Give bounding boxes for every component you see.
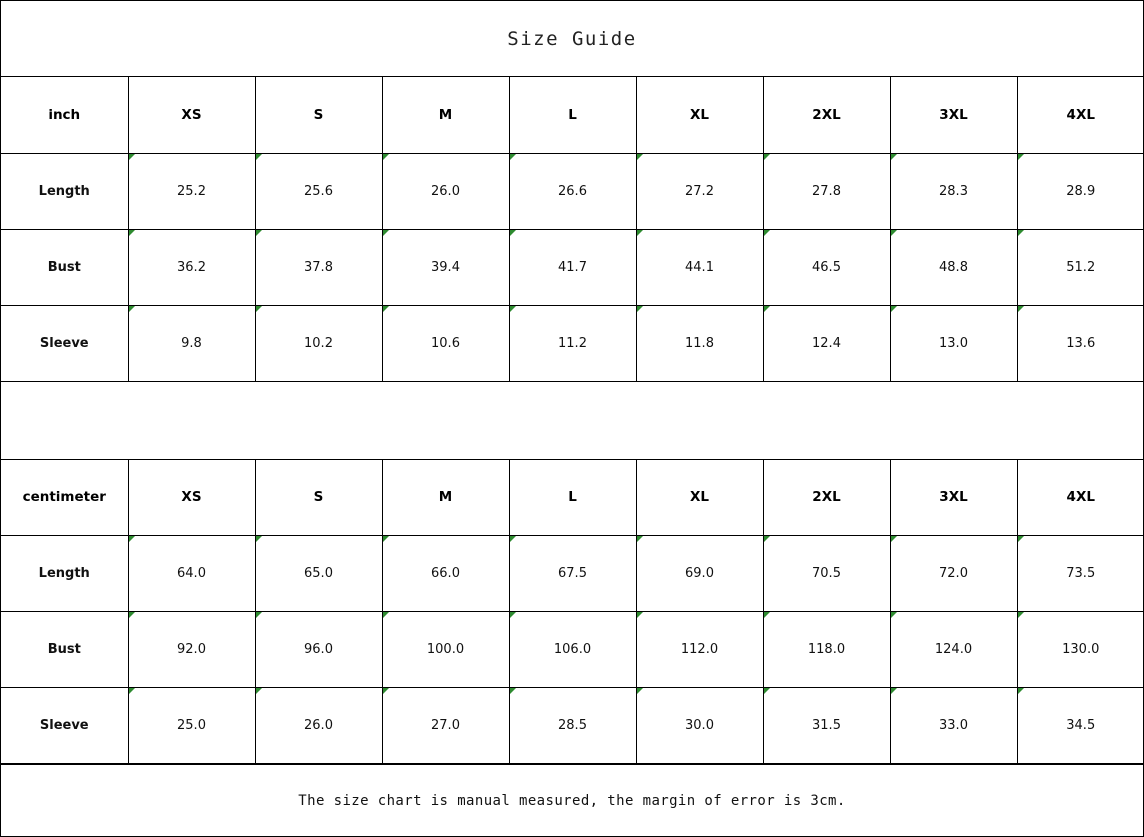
table-cell: 124.0	[890, 612, 1017, 688]
table-cell: 9.8	[128, 305, 255, 381]
row-label: Bust	[1, 612, 128, 688]
table-header-row	[1, 77, 1144, 153]
column-header: S	[255, 460, 382, 536]
row-label: Sleeve	[1, 305, 128, 381]
table-cell: 11.2	[509, 305, 636, 381]
footer-note: The size chart is manual measured, the margin of error is 3cm.	[298, 792, 846, 809]
table-cell: 25.0	[128, 688, 255, 764]
column-header: 2XL	[763, 77, 890, 153]
table-cell: 64.0	[128, 536, 255, 612]
column-header: XL	[636, 77, 763, 153]
table-cell: 100.0	[382, 612, 509, 688]
table-cell: 72.0	[890, 536, 1017, 612]
table-cell: 73.5	[1017, 536, 1144, 612]
table-cell: 10.6	[382, 305, 509, 381]
table-cell: 37.8	[255, 229, 382, 305]
table-cell: 106.0	[509, 612, 636, 688]
table-cell: 30.0	[636, 688, 763, 764]
table-separator	[1, 382, 1143, 460]
column-header: 4XL	[1017, 77, 1144, 153]
table-cell: 33.0	[890, 688, 1017, 764]
column-header: 3XL	[890, 77, 1017, 153]
row-label: Length	[1, 153, 128, 229]
table-cell: 51.2	[1017, 229, 1144, 305]
column-header: XL	[636, 460, 763, 536]
table-cell: 65.0	[255, 536, 382, 612]
table-cell: 28.5	[509, 688, 636, 764]
page-title-bar	[1, 1, 1143, 77]
table-cell: 27.2	[636, 153, 763, 229]
table-cell: 96.0	[255, 612, 382, 688]
table-cell: 13.6	[1017, 305, 1144, 381]
table-cell: 41.7	[509, 229, 636, 305]
page-title: Size Guide	[507, 27, 637, 50]
table-cell: 70.5	[763, 536, 890, 612]
table-cell: 13.0	[890, 305, 1017, 381]
table-row	[1, 612, 1144, 688]
table-cell: 26.0	[382, 153, 509, 229]
unit-label-centimeter: centimeter	[1, 460, 128, 536]
column-header: 3XL	[890, 460, 1017, 536]
table-row	[1, 305, 1144, 381]
column-header: 4XL	[1017, 460, 1144, 536]
table-cell: 34.5	[1017, 688, 1144, 764]
table-cell: 130.0	[1017, 612, 1144, 688]
table-cell: 44.1	[636, 229, 763, 305]
table-row	[1, 536, 1144, 612]
table-cell: 28.9	[1017, 153, 1144, 229]
row-label: Length	[1, 536, 128, 612]
column-header: S	[255, 77, 382, 153]
table-header-row	[1, 460, 1144, 536]
table-cell: 25.6	[255, 153, 382, 229]
table-cell: 112.0	[636, 612, 763, 688]
table-cell: 10.2	[255, 305, 382, 381]
unit-label-inch: inch	[1, 77, 128, 153]
footer-note-bar	[1, 764, 1143, 836]
column-header: L	[509, 460, 636, 536]
table-cell: 27.0	[382, 688, 509, 764]
size-tables	[1, 77, 1143, 764]
size-table-centimeter	[1, 460, 1144, 765]
column-header: 2XL	[763, 460, 890, 536]
table-cell: 25.2	[128, 153, 255, 229]
table-cell: 66.0	[382, 536, 509, 612]
size-table-inch	[1, 77, 1144, 382]
column-header: M	[382, 77, 509, 153]
table-cell: 39.4	[382, 229, 509, 305]
column-header: XS	[128, 77, 255, 153]
table-cell: 27.8	[763, 153, 890, 229]
table-cell: 118.0	[763, 612, 890, 688]
table-cell: 26.6	[509, 153, 636, 229]
table-cell: 46.5	[763, 229, 890, 305]
table-cell: 67.5	[509, 536, 636, 612]
table-cell: 92.0	[128, 612, 255, 688]
table-cell: 48.8	[890, 229, 1017, 305]
row-label: Sleeve	[1, 688, 128, 764]
table-row	[1, 229, 1144, 305]
column-header: XS	[128, 460, 255, 536]
column-header: M	[382, 460, 509, 536]
column-header: L	[509, 77, 636, 153]
table-cell: 69.0	[636, 536, 763, 612]
table-cell: 12.4	[763, 305, 890, 381]
table-cell: 28.3	[890, 153, 1017, 229]
table-cell: 11.8	[636, 305, 763, 381]
table-cell: 31.5	[763, 688, 890, 764]
table-row	[1, 153, 1144, 229]
table-cell: 26.0	[255, 688, 382, 764]
table-cell: 36.2	[128, 229, 255, 305]
table-row	[1, 688, 1144, 764]
row-label: Bust	[1, 229, 128, 305]
